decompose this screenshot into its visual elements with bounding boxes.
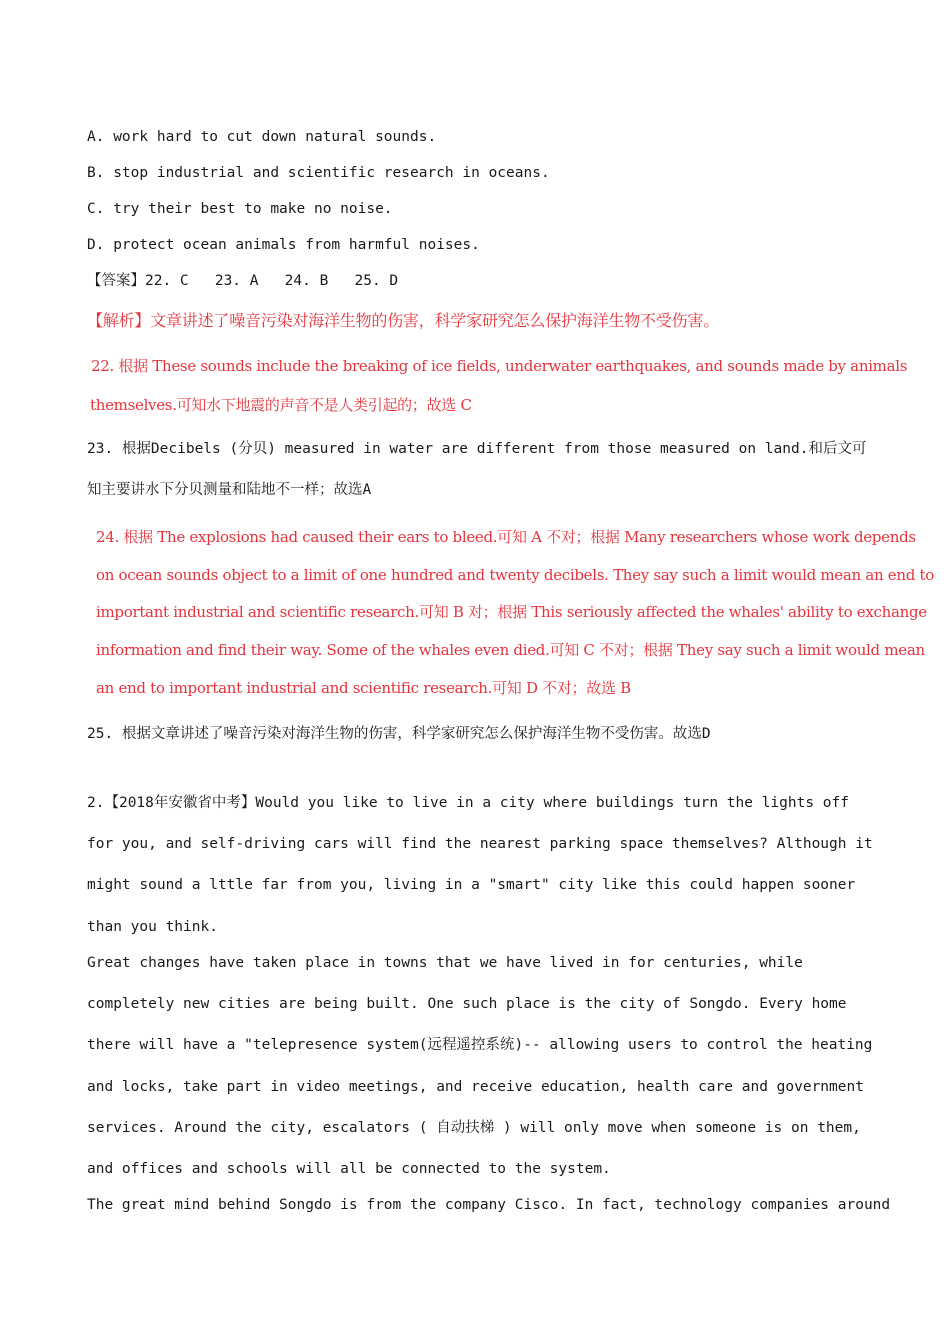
analysis-q24-line-3: important industrial and scientific research.可知 B 对；根据 This seriously affected the whales' ability to exchange (96, 603, 927, 621)
option-b: B. stop industrial and scientific research in oceans. (87, 165, 550, 181)
passage2-line-7: there will have a "telepresence system(远程遥控系统)-- allowing users to control the heating (87, 1037, 873, 1053)
passage2-line-1: 2.【2018年安徽省中考】Would you like to live in a city where buildings turn the lights off (87, 795, 849, 811)
analysis-q23-line-1: 23. 根据Decibels (分贝) measured in water are different from those measured on land.和后文可 (87, 441, 867, 457)
option-d: D. protect ocean animals from harmful noises. (87, 237, 480, 253)
analysis-q24-line-5: an end to important industrial and scientific research.可知 D 不对；故选 B (96, 679, 631, 697)
analysis-q22-line-1: 22. 根据 These sounds include the breaking of ice fields, underwater earthquakes, and sounds made by animals (91, 357, 908, 375)
passage2-line-8: and locks, take part in video meetings, and receive education, health care and government (87, 1079, 864, 1095)
answer-label: 【答案】 (87, 273, 145, 289)
passage2-line-10: and offices and schools will all be connected to the system. (87, 1161, 611, 1177)
passage2-line-6: completely new cities are being built. One such place is the city of Songdo. Every home (87, 996, 847, 1012)
analysis-q23-line-2: 知主要讲水下分贝测量和陆地不一样；故选A (87, 482, 372, 498)
passage2-line-4: than you think. (87, 919, 218, 935)
option-a: A. work hard to cut down natural sounds. (87, 129, 437, 145)
passage2-line-9: services. Around the city, escalators ( 自动扶梯 ) will only move when someone is on them, (87, 1120, 861, 1136)
answer-values: 22. C 23. A 24. B 25. D (145, 273, 399, 289)
analysis-q24-line-4: information and find their way. Some of the whales even died.可知 C 不对；根据 They say such a limit would mean (96, 641, 925, 659)
analysis-q22-line-2: themselves.可知水下地震的声音不是人类引起的；故选 C (90, 396, 472, 414)
answer-line (87, 271, 398, 291)
option-c: C. try their best to make no noise. (87, 201, 393, 217)
passage2-line-11: The great mind behind Songdo is from the company Cisco. In fact, technology companies around (87, 1197, 891, 1213)
analysis-q25: 25. 根据文章讲述了噪音污染对海洋生物的伤害，科学家研究怎么保护海洋生物不受伤害。故选D (87, 726, 711, 742)
passage2-line-3: might sound a lttle far from you, living in a "smart" city like this could happen sooner (87, 877, 856, 893)
passage2-line-2: for you, and self-driving cars will find the nearest parking space themselves? Although it (87, 836, 873, 852)
analysis-q24-line-1: 24. 根据 The explosions had caused their ears to bleed.可知 A 不对；根据 Many researchers whose work depends (96, 528, 916, 546)
analysis-q24-line-2: on ocean sounds object to a limit of one hundred and twenty decibels. They say such a limit would mean an end to (96, 566, 934, 584)
passage2-line-5: Great changes have taken place in towns that we have lived in for centuries, while (87, 955, 803, 971)
analysis-summary: 【解析】文章讲述了噪音污染对海洋生物的伤害，科学家研究怎么保护海洋生物不受伤害。 (87, 311, 720, 330)
